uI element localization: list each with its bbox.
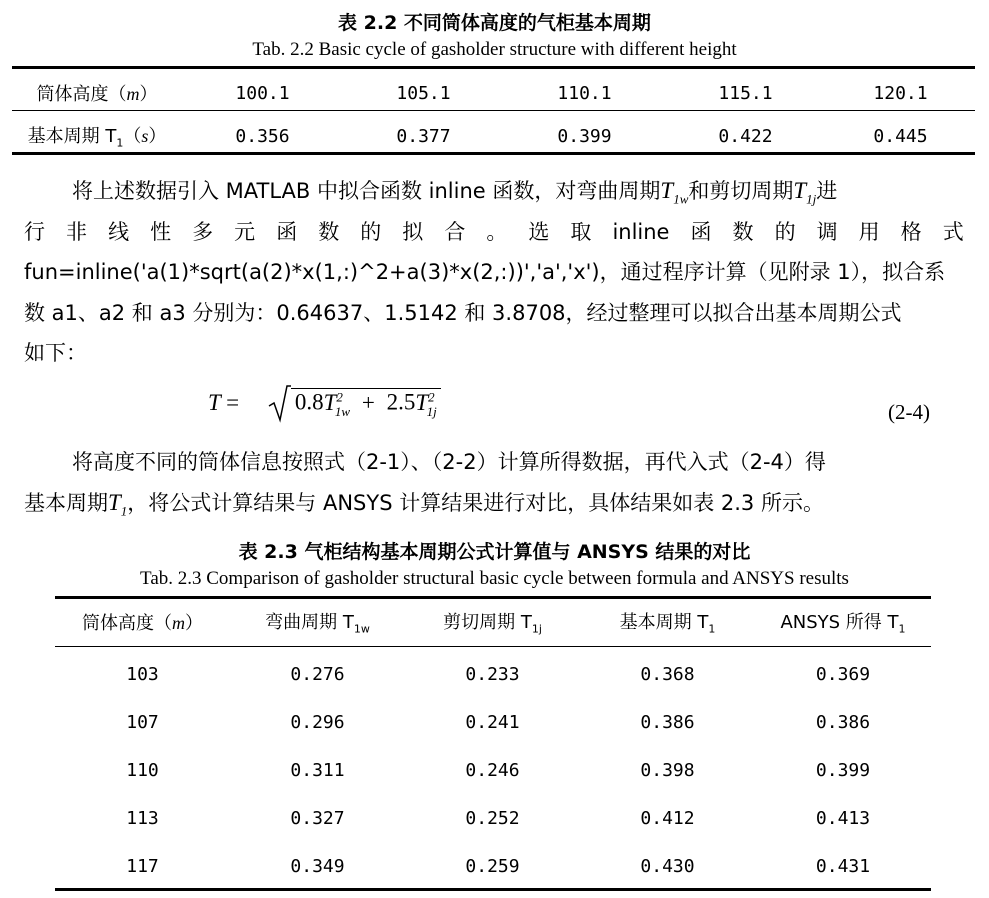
paragraph-line: fun=inline('a(1)*sqrt(a(2)*x(1,:)^2+a(3)*x(2,:))','a','x')，通过程序计算（见附录 1），拟合系	[24, 260, 946, 284]
paragraph-1	[24, 171, 964, 374]
paragraph-word: 取	[570, 219, 592, 244]
table2-mid-rule	[55, 646, 931, 647]
paragraph-line: 数 a1、a2 和 a3 分别为：0.64637、1.5142 和 3.8708，经过整理可以拟合出基本周期公式	[24, 300, 902, 325]
table2-cell: 0.398	[640, 759, 695, 781]
table1-cell: 0.399	[557, 125, 612, 147]
paragraph-word: 数	[318, 219, 340, 244]
formula-t1w: $T^2_{1w}$	[323, 389, 351, 419]
paragraph-word: 格	[900, 219, 922, 244]
table2-header-height: 筒体高度（m）	[82, 613, 203, 634]
table1-row-label: 基本周期 $T_1(s)$	[27, 126, 167, 150]
table2-cell: 0.276	[290, 663, 345, 685]
table1-caption-cn: 表 2.2 不同筒体高度的气柜基本周期	[338, 12, 651, 34]
formula-lhs: T	[208, 390, 221, 415]
table2-cell: 0.296	[290, 711, 345, 733]
table2-cell: 117	[126, 855, 159, 877]
paragraph-word: 。	[486, 219, 508, 244]
table-row	[55, 698, 931, 746]
paragraph-line: 如下：	[24, 341, 87, 365]
table2-cell: 0.241	[465, 711, 520, 733]
paragraph-word: 多	[192, 219, 214, 244]
paragraph-line: 将上述数据引入 MATLAB 中拟合函数 inline 函数，对弯曲周期$T_{1w}$和剪切周期$T_{1j}$进	[72, 178, 838, 207]
paragraph-word: 选	[528, 219, 550, 244]
table2-header-row	[55, 600, 931, 644]
table2-body	[55, 650, 931, 890]
table2-caption-cn: 表 2.3 气柜结构基本周期公式计算值与 ANSYS 结果的对比	[238, 541, 751, 563]
paragraph-word: 行	[24, 219, 45, 244]
table1-row-height	[12, 72, 975, 114]
table-row	[55, 842, 931, 890]
equation-number: (2-4)	[888, 400, 930, 424]
table2-cell: 0.349	[290, 855, 345, 877]
table-row	[55, 746, 931, 794]
paragraph-word: 式	[942, 219, 964, 244]
table-row	[55, 650, 931, 698]
table2-cell: 103	[126, 663, 159, 685]
table1-cell: 105.1	[396, 82, 451, 104]
table2-cell: 0.386	[815, 711, 871, 733]
paragraph-word: 拟	[402, 219, 424, 244]
table2-cell: 0.399	[815, 759, 871, 781]
table2-header-basic: 基本周期 $T_1$	[619, 612, 716, 636]
paragraph-word: 用	[858, 219, 880, 244]
paragraph-line-justified	[24, 212, 964, 253]
table1-bottom-rule	[12, 152, 975, 155]
table2-cell: 0.233	[465, 663, 520, 685]
paragraph-word: 调	[816, 219, 838, 244]
table2-top-rule	[55, 596, 931, 599]
table-row	[55, 794, 931, 842]
table1-caption-en: Tab. 2.2 Basic cycle of gasholder structure with different height	[252, 39, 737, 60]
formula-2-4	[208, 384, 441, 424]
table2-cell: 0.259	[465, 855, 520, 877]
formula-eq: =	[226, 390, 240, 415]
table2-header-ansys: ANSYS 所得 $T_1$	[780, 612, 906, 636]
table2-cell: 0.368	[640, 663, 695, 685]
table2-cell: 0.327	[290, 807, 345, 829]
paragraph-line: 将高度不同的筒体信息按照式（2-1）、（2-2）计算所得数据，再代入式（2-4）得	[72, 450, 826, 474]
paragraph-word: 元	[234, 219, 256, 244]
table2-cell: 0.252	[465, 807, 520, 829]
table2-cell: 0.431	[815, 855, 871, 877]
paragraph-word: 性	[150, 219, 172, 244]
paragraph-word: 函	[276, 219, 298, 244]
table2-header-bending: 弯曲周期 $T_{1w}$	[265, 612, 370, 636]
formula-coef1: 0.8	[294, 390, 324, 415]
table2-cell: 0.412	[640, 807, 695, 829]
table2-caption-en: Tab. 2.3 Comparison of gasholder structural basic cycle between formula and ANSYS results	[140, 568, 849, 589]
table2-cell: 107	[126, 711, 159, 733]
square-root-icon	[267, 384, 291, 424]
table1-cell: 0.445	[873, 125, 928, 147]
table1-cell: 120.1	[873, 82, 928, 104]
paragraph-word: inline	[612, 219, 670, 244]
table2-cell: 0.413	[815, 807, 871, 829]
table2-header-shear: 剪切周期 $T_{1j}$	[443, 612, 542, 636]
table1-cell: 110.1	[557, 82, 612, 104]
formula-plus: +	[361, 390, 375, 415]
paragraph-word: 合	[444, 219, 466, 244]
table2-bottom-rule	[55, 888, 931, 891]
table1-cell: 0.356	[235, 125, 290, 147]
table2-cell: 0.246	[465, 759, 520, 781]
paragraph-word: 非	[66, 219, 88, 244]
table2-cell: 0.369	[815, 663, 871, 685]
paragraph-word: 数	[732, 219, 754, 244]
formula-coef2: 2.5	[386, 390, 416, 415]
paragraph-word: 的	[360, 219, 382, 244]
paragraph-word: 线	[108, 219, 130, 244]
paragraph-word: 函	[690, 219, 712, 244]
table2-cell: 0.430	[640, 855, 695, 877]
table2-cell: 0.386	[640, 711, 695, 733]
table1-cell: 115.1	[718, 82, 773, 104]
table1-row-label: 筒体高度（m）	[36, 84, 158, 105]
table1-cell: 100.1	[235, 82, 290, 104]
table2-cell: 113	[126, 807, 159, 829]
table1-mid-rule	[12, 110, 975, 111]
table1-cell: 0.422	[718, 125, 773, 147]
paragraph-2	[24, 442, 964, 523]
paragraph-line: 基本周期$T_1$，将公式计算结果与 ANSYS 计算结果进行对比，具体结果如表 2.3 所示。	[24, 489, 824, 519]
table1-row-period	[12, 115, 975, 157]
paragraph-word: 的	[774, 219, 796, 244]
table1-cell: 0.377	[396, 125, 451, 147]
table2-cell: 0.311	[290, 759, 345, 781]
table1-top-rule	[12, 66, 975, 69]
table2-cell: 110	[126, 759, 159, 781]
formula-t1j: $T^2_{1j}$	[415, 389, 437, 419]
